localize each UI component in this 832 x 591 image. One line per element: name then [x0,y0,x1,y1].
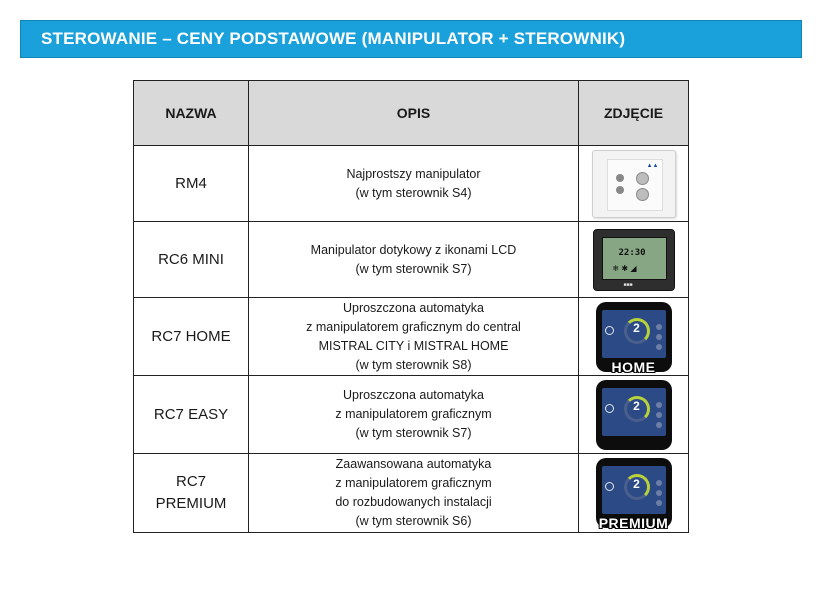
product-description [249,146,579,222]
description-line: Zaawansowana automatyka [335,457,492,471]
product-name: RM4 [134,146,249,222]
description-line: z manipulatorem graficznym [335,476,492,490]
table-row [134,298,689,376]
product-photo [579,146,689,222]
description-line: (w tym sterownik S4) [355,185,472,200]
power-icon [605,326,614,335]
description-line: MISTRAL CITY i MISTRAL HOME [318,338,509,353]
description-line: (w tym sterownik S6) [355,514,472,528]
table-row [134,376,689,454]
menu-icon [656,490,662,496]
product-name-line: RC7 [175,473,206,490]
menu-icon [656,500,662,506]
fan-level-value: 2 [633,398,640,413]
menu-icon [656,344,662,350]
product-name: RC6 MINI [134,222,249,298]
brand-logo: ▲▲ [646,162,659,169]
description-line: Manipulator dotykowy z ikonami LCD [310,242,517,257]
button-icon [616,186,624,194]
fan-level-value: 2 [633,477,640,491]
product-description [249,376,579,454]
lcd-icons: ❄ ✱ ◢ [612,263,637,273]
description-line: (w tym sterownik S7) [355,426,472,440]
lcd-time: 22:30 [618,247,646,258]
price-table [133,80,689,533]
menu-icon [656,402,662,408]
photo-label: HOME [611,358,656,375]
menu-icon [656,324,662,330]
knob-icon [636,188,649,201]
photo-label: PREMIUM [598,515,669,531]
power-icon [605,482,614,491]
col-header-description: OPIS [249,81,579,146]
description-line: Uproszczona automatyka [342,300,485,315]
menu-icon [656,422,662,428]
description-line: Najprostszy manipulator [346,166,481,181]
rc7-controller-image [596,380,672,450]
product-name: RC7 EASY [134,376,249,454]
description-line: z manipulatorem graficznym [335,407,492,421]
knob-icon [636,172,649,185]
menu-icon [656,480,662,486]
section-banner: STEROWANIE – CENY PODSTAWOWE (MANIPULATOR + STEROWNIK) [20,20,802,58]
description-line: do rozbudowanych instalacji [335,495,492,509]
description-line: Uproszczona automatyka [342,388,485,402]
table-row [134,454,689,533]
product-photo [579,222,689,298]
menu-icon [656,412,662,418]
description-line: (w tym sterownik S7) [355,261,472,276]
table-row [134,222,689,298]
product-photo [579,454,689,533]
button-icon [616,174,624,182]
product-name [134,454,249,533]
rc7-controller-image [596,458,672,531]
product-name-line: PREMIUM [155,495,227,512]
product-photo [579,376,689,454]
fan-level-value: 2 [633,320,640,335]
brand-logo: ■■■ [623,281,633,288]
product-name: RC7 HOME [134,298,249,376]
col-header-name: NAZWA [134,81,249,146]
col-header-photo: ZDJĘCIE [579,81,689,146]
product-description [249,454,579,533]
rc6-controller-image [593,229,675,291]
description-line: z manipulatorem graficznym do central [306,319,521,334]
product-photo [579,298,689,376]
description-line: (w tym sterownik S8) [355,357,472,372]
table-row [134,146,689,222]
menu-icon [656,334,662,340]
rm4-controller-image [592,150,676,218]
power-icon [605,404,614,413]
product-description [249,222,579,298]
rc7-controller-image [596,302,672,375]
table-header-row [134,81,689,146]
product-description [249,298,579,376]
